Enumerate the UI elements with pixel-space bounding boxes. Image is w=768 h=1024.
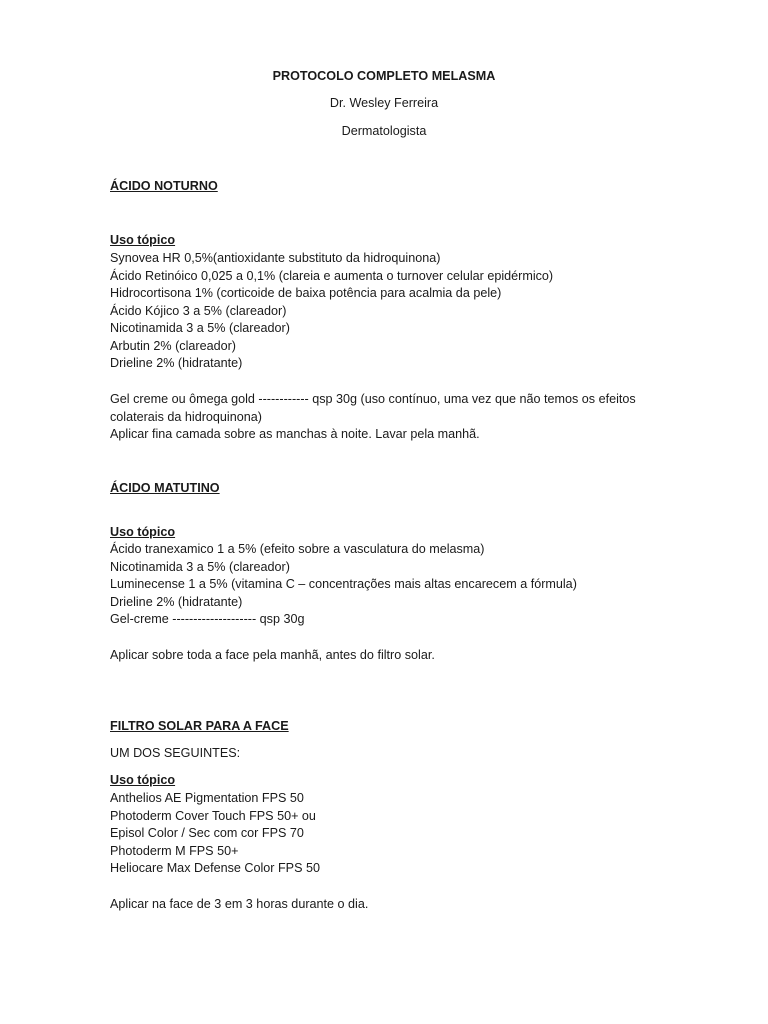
section-heading-acido-noturno: ÁCIDO NOTURNO: [110, 179, 218, 193]
list-item: Nicotinamida 3 a 5% (clareador): [110, 321, 290, 335]
list-item: Anthelios AE Pigmentation FPS 50: [110, 791, 304, 805]
vehicle-text: Gel creme ou ômega gold ------------ qsp 30g (uso contínuo, uma vez que não temos os efeitos colaterais da hidroquinona): [110, 392, 636, 424]
list-item: Luminecense 1 a 5% (vitamina C – concentrações mais altas encarecem a fórmula): [110, 577, 577, 591]
list-item: Gel-creme -------------------- qsp 30g: [110, 612, 305, 626]
section-heading-acido-matutino: ÁCIDO MATUTINO: [110, 481, 220, 495]
list-item: Heliocare Max Defense Color FPS 50: [110, 861, 320, 875]
list-item: Arbutin 2% (clareador): [110, 338, 236, 353]
doctor-name: Dr. Wesley Ferreira: [329, 96, 439, 110]
uso-topico-label: Uso tópico: [110, 233, 176, 247]
filtro-solar-list: [110, 790, 320, 878]
acido-noturno-list: [110, 250, 553, 373]
subheading-text: UM DOS SEGUINTES:: [110, 746, 241, 760]
document-title: PROTOCOLO COMPLETO MELASMA: [272, 69, 496, 83]
list-item: Drieline 2% (hidratante): [110, 594, 243, 609]
list-item: Nicotinamida 3 a 5% (clareador): [110, 559, 290, 574]
list-item: Ácido Kójico 3 a 5% (clareador): [110, 303, 287, 318]
uso-topico-label: Uso tópico: [110, 773, 176, 787]
section-heading-filtro-solar: FILTRO SOLAR PARA A FACE: [110, 719, 289, 733]
list-item: Episol Color / Sec com cor FPS 70: [110, 826, 304, 840]
list-item: Photoderm M FPS 50+: [110, 843, 239, 858]
list-item: Drieline 2% (hidratante): [110, 356, 243, 370]
list-item: Photoderm Cover Touch FPS 50+ ou: [110, 808, 316, 823]
uso-topico-label: Uso tópico: [110, 525, 176, 539]
instructions-text: Aplicar na face de 3 em 3 horas durante o dia.: [110, 897, 369, 911]
list-item: Hidrocortisona 1% (corticoide de baixa potência para acalmia da pele): [110, 286, 502, 300]
acido-matutino-list: [110, 541, 577, 629]
doctor-specialty: Dermatologista: [341, 124, 427, 138]
list-item: Synovea HR 0,5%(antioxidante substituto da hidroquinona): [110, 251, 441, 265]
instructions-text: Aplicar sobre toda a face pela manhã, antes do filtro solar.: [110, 648, 435, 662]
instructions-text: Aplicar fina camada sobre as manchas à noite. Lavar pela manhã.: [110, 427, 480, 441]
list-item: Ácido tranexamico 1 a 5% (efeito sobre a vasculatura do melasma): [110, 542, 485, 556]
list-item: Ácido Retinóico 0,025 a 0,1% (clareia e aumenta o turnover celular epidérmico): [110, 268, 554, 283]
